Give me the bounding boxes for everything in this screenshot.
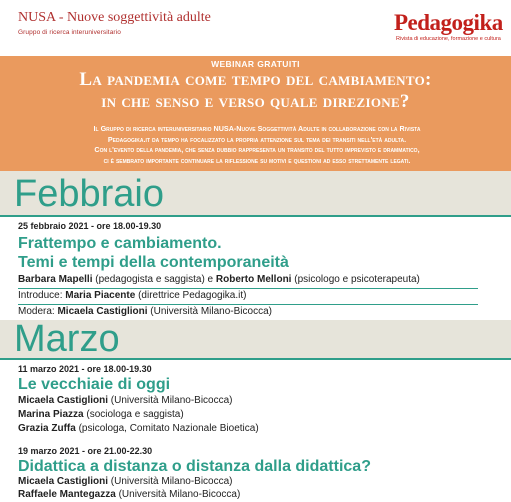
nusa-subtitle: Gruppo di ricerca interuniversitario bbox=[18, 29, 121, 36]
event-3-speaker-1 bbox=[18, 476, 233, 487]
month-label-march: Marzo bbox=[14, 318, 120, 360]
banner-label: WEBINAR GRATUITI bbox=[211, 59, 300, 69]
speaker-role: (Università Milano-Bicocca) bbox=[108, 476, 233, 487]
speaker-name: Micaela Castiglioni bbox=[18, 395, 109, 406]
event-2-date: 11 marzo 2021 - ore 18.00-19.30 bbox=[18, 364, 152, 374]
event-3-speaker-2 bbox=[18, 489, 240, 500]
speaker-role: (Università Milano-Bicocca) bbox=[108, 395, 233, 406]
banner-title-line-2: in che senso e verso quale direzione? bbox=[101, 91, 410, 112]
speaker-role: (psicologo e psicoterapeuta) bbox=[291, 274, 420, 285]
pedagogika-tagline: Rivista di educazione, formazione e cultura bbox=[396, 36, 501, 42]
banner-title-line-1: La pandemia come tempo del cambiamento: bbox=[79, 69, 432, 90]
speaker-name: Maria Piacente bbox=[65, 290, 136, 301]
divider bbox=[18, 304, 478, 305]
speaker-role: (pedagogista e saggista) e bbox=[92, 274, 216, 285]
header bbox=[0, 0, 511, 56]
month-header-march bbox=[0, 320, 511, 360]
speaker-name: Barbara Mapelli bbox=[18, 274, 93, 285]
banner-description bbox=[18, 124, 496, 166]
event-1-introducer bbox=[18, 290, 246, 301]
speaker-name: Micaela Castiglioni bbox=[57, 306, 148, 317]
speaker-role: (Università Milano-Bicocca) bbox=[115, 489, 241, 500]
month-header-february bbox=[0, 171, 511, 217]
event-1-title-line-1: Frattempo e cambiamento. bbox=[18, 235, 222, 252]
speaker-name: Grazia Zuffa bbox=[18, 423, 76, 434]
role-prefix: Modera: bbox=[18, 306, 58, 317]
webinar-banner bbox=[0, 56, 511, 171]
event-3-title: Didattica a distanza o distanza dalla didattica? bbox=[18, 458, 371, 475]
pedagogika-logo: Pedagogika bbox=[394, 10, 503, 35]
banner-desc-line-2: Pedagogika.it da tempo ha focalizzato la propria attenzione sul tema dei transiti nell'età adulta. bbox=[107, 134, 407, 144]
event-1-title bbox=[18, 234, 289, 272]
event-2-speaker-2 bbox=[18, 409, 184, 420]
month-label-february: Febbraio bbox=[14, 173, 164, 215]
banner-desc-line-4: ci è sembrato importante continuare la riflessione su motivi e questioni ad esso strettamente legati. bbox=[103, 155, 411, 165]
speaker-name: Marina Piazza bbox=[18, 409, 84, 420]
event-1-moderator bbox=[18, 306, 272, 317]
event-1-title-line-2: Temi e tempi della contemporaneità bbox=[18, 254, 289, 271]
event-2-speaker-3 bbox=[18, 423, 259, 434]
speaker-name: Micaela Castiglioni bbox=[18, 476, 109, 487]
event-3-date: 19 marzo 2021 - ore 21.00-22.30 bbox=[18, 446, 153, 456]
speaker-name: Roberto Melloni bbox=[215, 274, 292, 285]
speaker-role: (sociologa e saggista) bbox=[83, 409, 184, 420]
speaker-role: (Università Milano-Bicocca) bbox=[147, 306, 272, 317]
banner-desc-line-3: Con l'evento della pandemia, che senza dubbio rappresenta un transito del tutto imprevisto e drammatico, bbox=[94, 145, 420, 154]
event-1-date: 25 febbraio 2021 - ore 18.00-19.30 bbox=[18, 221, 162, 231]
nusa-title: NUSA - Nuove soggettività adulte bbox=[18, 10, 211, 25]
speaker-name: Raffaele Mantegazza bbox=[18, 489, 116, 500]
event-2-speaker-1 bbox=[18, 395, 233, 406]
banner-desc-line-1: Il Gruppo di ricerca interuniversitario NUSA-Nuove Soggettività Adulte in collaborazione con la Rivista bbox=[93, 124, 421, 133]
speaker-role: (direttrice Pedagogika.it) bbox=[135, 290, 247, 301]
divider bbox=[18, 288, 478, 289]
role-prefix: Introduce: bbox=[18, 290, 66, 301]
event-2-title: Le vecchiaie di oggi bbox=[18, 376, 171, 393]
banner-title bbox=[0, 69, 511, 113]
event-1-speakers bbox=[18, 274, 420, 285]
speaker-role: (psicologa, Comitato Nazionale Bioetica) bbox=[75, 423, 259, 434]
